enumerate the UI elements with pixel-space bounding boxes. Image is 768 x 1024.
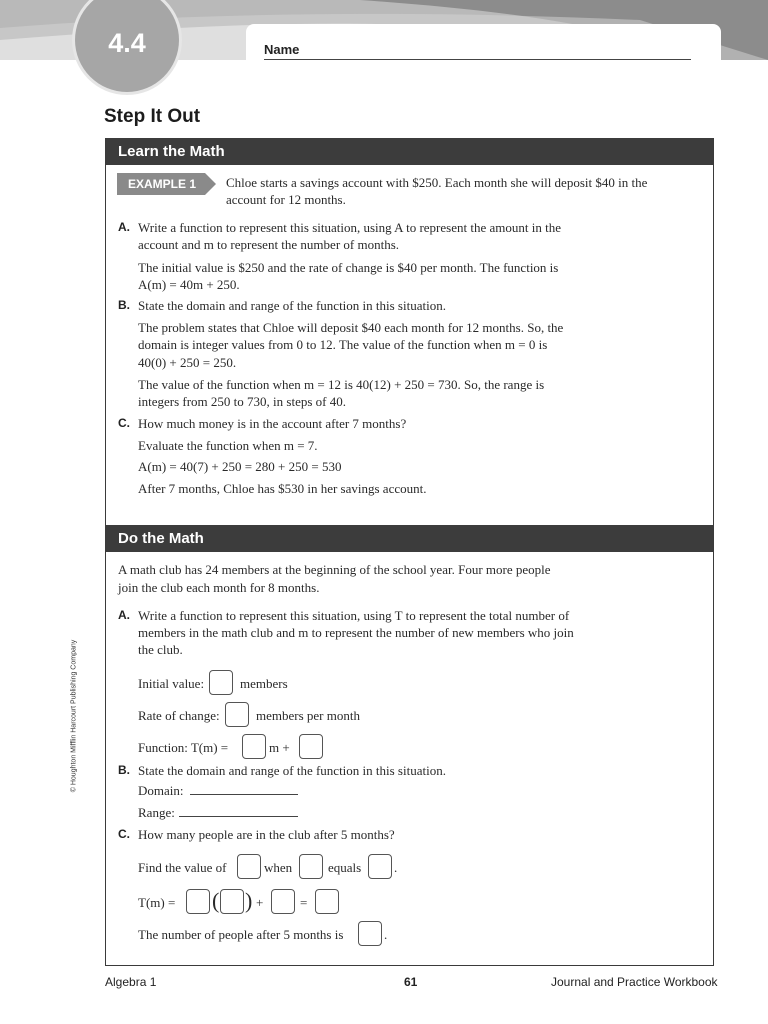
lesson-number: 4.4 bbox=[108, 28, 146, 58]
equation-equals: = bbox=[300, 895, 308, 910]
learn-the-math-heading: Learn the Math bbox=[106, 138, 713, 165]
equation-open-paren: ( bbox=[212, 888, 220, 913]
part-b-paragraph-1-line-3: 40(0) + 250 = 250. bbox=[138, 355, 237, 370]
part-b-question: State the domain and range of the function in this situation. bbox=[138, 298, 446, 313]
range-label: Range: bbox=[138, 805, 175, 820]
initial-value-unit: members bbox=[240, 676, 288, 691]
function-label: Function: T(m) = bbox=[138, 740, 229, 755]
do-part-b-question: State the domain and range of the function in this situation. bbox=[138, 763, 446, 778]
do-part-a-question-3: the club. bbox=[138, 642, 183, 657]
part-a-label: A. bbox=[118, 220, 130, 234]
copyright-text: © Houghton Mifflin Harcourt Publishing Company bbox=[70, 639, 78, 793]
part-b-paragraph-2-line-2: integers from 250 to 730, in steps of 40. bbox=[138, 394, 346, 409]
part-a-answer-2: A(m) = 40m + 250. bbox=[138, 277, 240, 292]
do-the-math-heading: Do the Math bbox=[106, 525, 713, 552]
equation-result-box[interactable] bbox=[315, 889, 339, 914]
do-intro-1: A math club has 24 members at the beginning of the school year. Four more people bbox=[118, 562, 551, 577]
name-input-line[interactable] bbox=[264, 59, 691, 60]
do-part-c-label: C. bbox=[118, 827, 130, 841]
find-prefix: Find the value of bbox=[138, 860, 227, 875]
initial-value-label: Initial value: bbox=[138, 676, 205, 691]
equation-plus: + bbox=[256, 895, 264, 910]
find-equals: equals bbox=[328, 860, 362, 875]
equation-close-paren: ) bbox=[245, 888, 253, 913]
domain-answer-line[interactable] bbox=[190, 794, 298, 795]
part-a-question-2: account and m to represent the number of months. bbox=[138, 237, 400, 252]
equation-months-box[interactable] bbox=[220, 889, 244, 914]
equation-intercept-box[interactable] bbox=[271, 889, 295, 914]
domain-label: Domain: bbox=[138, 783, 184, 798]
part-c-label: C. bbox=[118, 416, 130, 430]
part-b-paragraph-1-line-1: The problem states that Chloe will deposit $40 each month for 12 months. So, the bbox=[138, 320, 564, 335]
equation-lhs: T(m) = bbox=[138, 895, 176, 910]
initial-value-box[interactable] bbox=[209, 670, 233, 695]
example-text-1: Chloe starts a savings account with $250. Each month she will deposit $40 in the bbox=[226, 175, 648, 190]
find-input-variable-box[interactable] bbox=[299, 854, 323, 879]
part-a-question-1: Write a function to represent this situation, using A to represent the amount in the bbox=[138, 220, 561, 235]
equation-coefficient-box[interactable] bbox=[186, 889, 210, 914]
footer-workbook-title: Journal and Practice Workbook bbox=[551, 975, 718, 989]
name-field-box bbox=[246, 24, 721, 64]
find-variable-box[interactable] bbox=[237, 854, 261, 879]
find-period: . bbox=[394, 860, 398, 875]
part-b-paragraph-2-line-1: The value of the function when m = 12 is 40(12) + 250 = 730. So, the range is bbox=[138, 377, 545, 392]
do-part-a-question-1: Write a function to represent this situation, using T to represent the total number of bbox=[138, 608, 570, 623]
do-part-a-label: A. bbox=[118, 608, 130, 622]
name-label: Name bbox=[264, 42, 300, 57]
result-text: The number of people after 5 months is bbox=[138, 927, 344, 942]
part-c-line-3: After 7 months, Chloe has $530 in her savings account. bbox=[138, 481, 427, 496]
function-m-text: m + bbox=[269, 740, 290, 755]
rate-of-change-unit: members per month bbox=[256, 708, 360, 723]
find-when: when bbox=[264, 860, 293, 875]
do-part-b-label: B. bbox=[118, 763, 130, 777]
learn-the-math-panel bbox=[105, 138, 714, 526]
find-input-value-box[interactable] bbox=[368, 854, 392, 879]
do-part-a-question-2: members in the math club and m to represent the number of new members who join bbox=[138, 625, 574, 640]
section-title: Step It Out bbox=[104, 106, 201, 127]
part-b-paragraph-1-line-2: domain is integer values from 0 to 12. The value of the function when m = 0 is bbox=[138, 337, 548, 352]
do-the-math-panel bbox=[105, 525, 714, 966]
do-part-c-question: How many people are in the club after 5 months? bbox=[138, 827, 395, 842]
lesson-badge bbox=[75, 0, 179, 92]
part-b-label: B. bbox=[118, 298, 130, 312]
rate-of-change-box[interactable] bbox=[225, 702, 249, 727]
function-slope-box[interactable] bbox=[242, 734, 266, 759]
function-intercept-box[interactable] bbox=[299, 734, 323, 759]
example-tag-label: EXAMPLE 1 bbox=[128, 177, 197, 191]
result-answer-box[interactable] bbox=[358, 921, 382, 946]
result-period: . bbox=[384, 927, 388, 942]
range-answer-line[interactable] bbox=[179, 816, 298, 817]
part-c-question: How much money is in the account after 7 months? bbox=[138, 416, 407, 431]
example-text-2: account for 12 months. bbox=[226, 192, 346, 207]
part-c-line-1: Evaluate the function when m = 7. bbox=[138, 438, 318, 453]
footer-page-number: 61 bbox=[404, 975, 418, 989]
part-c-line-2: A(m) = 40(7) + 250 = 280 + 250 = 530 bbox=[138, 459, 342, 474]
footer-book-title: Algebra 1 bbox=[105, 975, 157, 989]
rate-of-change-label: Rate of change: bbox=[138, 708, 220, 723]
part-a-answer-1: The initial value is $250 and the rate of change is $40 per month. The function is bbox=[138, 260, 559, 275]
do-intro-2: join the club each month for 8 months. bbox=[118, 580, 320, 595]
